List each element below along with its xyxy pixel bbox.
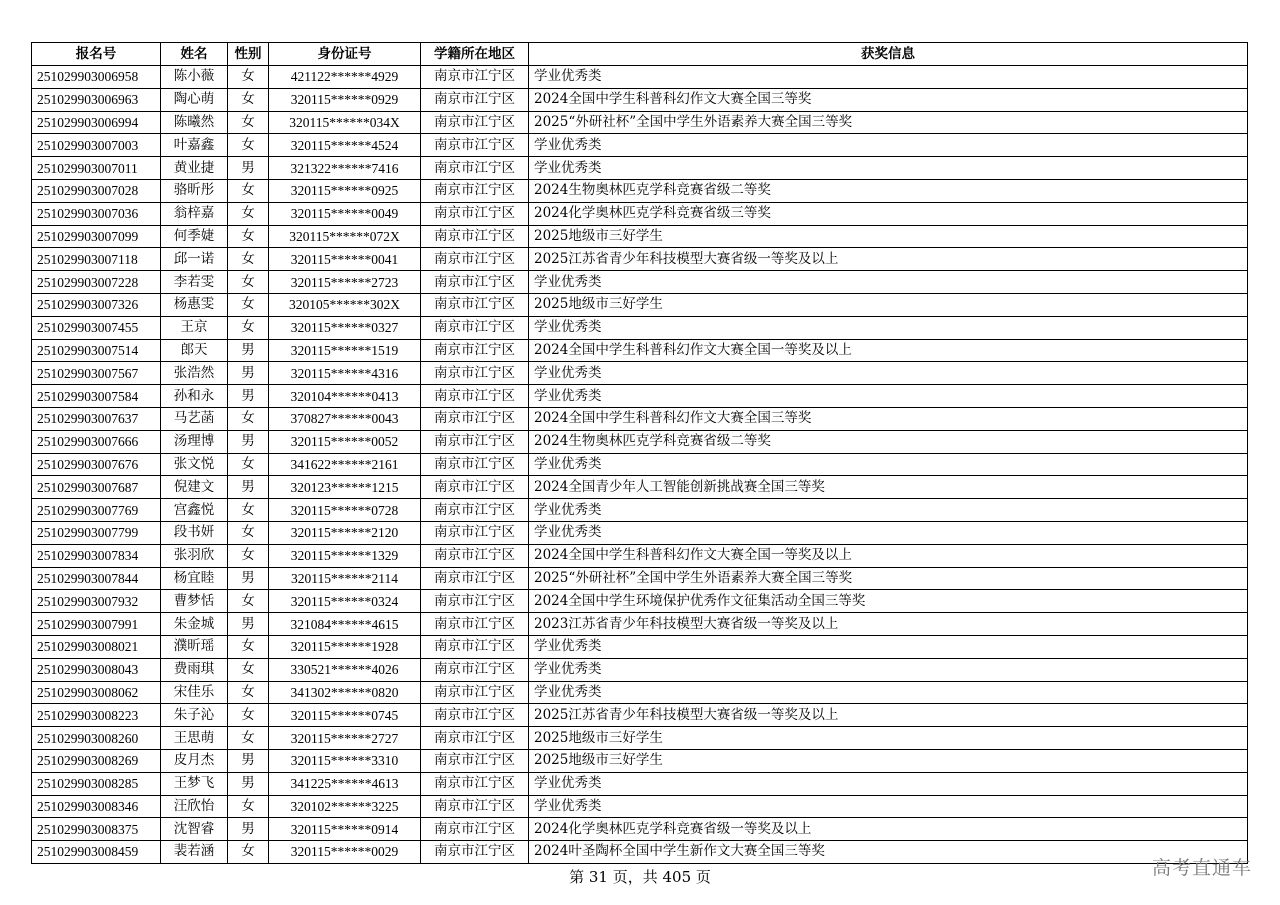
school-region-cell: 南京市江宁区 [421,271,529,294]
gender-cell: 女 [228,635,269,658]
gender-cell: 女 [228,795,269,818]
school-region-cell: 南京市江宁区 [421,248,529,271]
school-region-cell: 南京市江宁区 [421,385,529,408]
table-row [32,818,1248,841]
table-row [32,499,1248,522]
registration-number-cell: 251029903007687 [32,476,161,499]
registration-number-cell: 251029903007514 [32,339,161,362]
id-number-cell: 320115******0049 [269,202,421,225]
award-info-cell: 2025“外研社杯”全国中学生外语素养大赛全国三等奖 [529,111,1248,134]
registration-number-cell: 251029903008459 [32,841,161,864]
table-row [32,544,1248,567]
name-cell: 段书妍 [161,521,228,544]
gender-cell: 女 [228,590,269,613]
award-info-cell: 2025地级市三好学生 [529,727,1248,750]
gender-cell: 男 [228,749,269,772]
id-number-cell: 320115******034X [269,111,421,134]
school-region-cell: 南京市江宁区 [421,499,529,522]
registration-number-cell: 251029903007834 [32,544,161,567]
id-number-cell: 320115******0925 [269,179,421,202]
name-cell: 骆昕彤 [161,179,228,202]
gender-cell: 男 [228,567,269,590]
id-number-cell: 320115******1928 [269,635,421,658]
award-info-cell: 学业优秀类 [529,521,1248,544]
registration-number-cell: 251029903007036 [32,202,161,225]
watermark-logo-text: 高考直通车 [1151,857,1252,879]
gender-cell: 女 [228,225,269,248]
school-region-cell: 南京市江宁区 [421,225,529,248]
gender-cell: 男 [228,772,269,795]
id-number-cell: 320115******0728 [269,499,421,522]
name-cell: 朱金城 [161,613,228,636]
table-row [32,293,1248,316]
award-info-cell: 2024全国中学生科普科幻作文大赛全国三等奖 [529,407,1248,430]
registration-number-cell: 251029903007844 [32,567,161,590]
registration-number-cell: 251029903007991 [32,613,161,636]
id-number-cell: 320115******2723 [269,271,421,294]
gender-cell: 男 [228,430,269,453]
registration-number-cell: 251029903007567 [32,362,161,385]
table-row [32,635,1248,658]
school-region-cell: 南京市江宁区 [421,704,529,727]
table-header-row [32,43,1248,66]
school-region-cell: 南京市江宁区 [421,88,529,111]
registration-number-cell: 251029903008260 [32,727,161,750]
school-region-cell: 南京市江宁区 [421,567,529,590]
school-region-cell: 南京市江宁区 [421,453,529,476]
id-number-cell: 320115******0914 [269,818,421,841]
registration-number-cell: 251029903008346 [32,795,161,818]
award-info-cell: 学业优秀类 [529,635,1248,658]
gender-cell: 女 [228,681,269,704]
school-region-cell: 南京市江宁区 [421,362,529,385]
gender-cell: 女 [228,544,269,567]
award-info-cell: 2024叶圣陶杯全国中学生新作文大赛全国三等奖 [529,841,1248,864]
table-row [32,658,1248,681]
table-row [32,202,1248,225]
id-number-cell: 321084******4615 [269,613,421,636]
registration-number-cell: 251029903008285 [32,772,161,795]
school-region-cell: 南京市江宁区 [421,681,529,704]
award-info-cell: 2024全国中学生科普科幻作文大赛全国三等奖 [529,88,1248,111]
gender-cell: 男 [228,157,269,180]
registration-number-cell: 251029903008223 [32,704,161,727]
name-cell: 陈曦然 [161,111,228,134]
name-cell: 张浩然 [161,362,228,385]
table-row [32,271,1248,294]
table-row [32,727,1248,750]
id-number-cell: 320115******072X [269,225,421,248]
award-info-cell: 学业优秀类 [529,271,1248,294]
header-gender: 性别 [228,43,269,66]
table-row [32,225,1248,248]
id-number-cell: 320115******0041 [269,248,421,271]
school-region-cell: 南京市江宁区 [421,544,529,567]
award-info-cell: 学业优秀类 [529,385,1248,408]
id-number-cell: 320115******1329 [269,544,421,567]
gender-cell: 男 [228,362,269,385]
award-info-cell: 学业优秀类 [529,499,1248,522]
school-region-cell: 南京市江宁区 [421,521,529,544]
id-number-cell: 370827******0043 [269,407,421,430]
gender-cell: 男 [228,818,269,841]
school-region-cell: 南京市江宁区 [421,430,529,453]
award-info-cell: 2024生物奥林匹克学科竞赛省级二等奖 [529,179,1248,202]
name-cell: 孙和永 [161,385,228,408]
registration-number-cell: 251029903007637 [32,407,161,430]
name-cell: 裴若涵 [161,841,228,864]
name-cell: 汤理博 [161,430,228,453]
registration-number-cell: 251029903008043 [32,658,161,681]
gender-cell: 女 [228,293,269,316]
school-region-cell: 南京市江宁区 [421,111,529,134]
id-number-cell: 320115******0052 [269,430,421,453]
gender-cell: 男 [228,613,269,636]
name-cell: 马艺菡 [161,407,228,430]
award-info-cell: 2024生物奥林匹克学科竞赛省级二等奖 [529,430,1248,453]
award-info-cell: 2025江苏省青少年科技模型大赛省级一等奖及以上 [529,248,1248,271]
id-number-cell: 320115******2120 [269,521,421,544]
table-row [32,111,1248,134]
school-region-cell: 南京市江宁区 [421,772,529,795]
table-row [32,362,1248,385]
name-cell: 朱子沁 [161,704,228,727]
award-info-cell: 学业优秀类 [529,453,1248,476]
name-cell: 翁梓嘉 [161,202,228,225]
id-number-cell: 320105******302X [269,293,421,316]
name-cell: 皮月杰 [161,749,228,772]
award-roster-table [31,42,1248,864]
award-info-cell: 2025地级市三好学生 [529,225,1248,248]
registration-number-cell: 251029903006963 [32,88,161,111]
name-cell: 汪欣怡 [161,795,228,818]
school-region-cell: 南京市江宁区 [421,134,529,157]
table-row [32,453,1248,476]
school-region-cell: 南京市江宁区 [421,66,529,89]
registration-number-cell: 251029903007932 [32,590,161,613]
school-region-cell: 南京市江宁区 [421,590,529,613]
name-cell: 陶心萌 [161,88,228,111]
gender-cell: 男 [228,339,269,362]
id-number-cell: 320115******0324 [269,590,421,613]
registration-number-cell: 251029903007118 [32,248,161,271]
id-number-cell: 320115******0745 [269,704,421,727]
award-info-cell: 2025江苏省青少年科技模型大赛省级一等奖及以上 [529,704,1248,727]
id-number-cell: 320115******0327 [269,316,421,339]
name-cell: 黄业捷 [161,157,228,180]
id-number-cell: 320115******3310 [269,749,421,772]
name-cell: 曹梦恬 [161,590,228,613]
award-info-cell: 学业优秀类 [529,157,1248,180]
award-info-cell: 2024全国中学生科普科幻作文大赛全国一等奖及以上 [529,339,1248,362]
table-row [32,590,1248,613]
school-region-cell: 南京市江宁区 [421,727,529,750]
gender-cell: 女 [228,658,269,681]
table-row [32,521,1248,544]
registration-number-cell: 251029903008021 [32,635,161,658]
award-info-cell: 学业优秀类 [529,658,1248,681]
registration-number-cell: 251029903007676 [32,453,161,476]
header-school-region: 学籍所在地区 [421,43,529,66]
header-award-info: 获奖信息 [529,43,1248,66]
registration-number-cell: 251029903008375 [32,818,161,841]
gender-cell: 女 [228,88,269,111]
registration-number-cell: 251029903007099 [32,225,161,248]
school-region-cell: 南京市江宁区 [421,202,529,225]
award-info-cell: 学业优秀类 [529,66,1248,89]
school-region-cell: 南京市江宁区 [421,749,529,772]
id-number-cell: 320115******2727 [269,727,421,750]
registration-number-cell: 251029903006994 [32,111,161,134]
registration-number-cell: 251029903007584 [32,385,161,408]
table-body [32,66,1248,864]
registration-number-cell: 251029903007011 [32,157,161,180]
table-row [32,248,1248,271]
registration-number-cell: 251029903007666 [32,430,161,453]
name-cell: 张文悦 [161,453,228,476]
gender-cell: 女 [228,66,269,89]
registration-number-cell: 251029903007228 [32,271,161,294]
registration-number-cell: 251029903007028 [32,179,161,202]
gender-cell: 男 [228,476,269,499]
name-cell: 濮昕瑶 [161,635,228,658]
name-cell: 陈小薇 [161,66,228,89]
name-cell: 杨惠雯 [161,293,228,316]
registration-number-cell: 251029903007003 [32,134,161,157]
name-cell: 宫鑫悦 [161,499,228,522]
page-number: 第 31 页，共 405 页 [569,868,711,886]
table-row [32,841,1248,864]
gender-cell: 女 [228,407,269,430]
award-info-cell: 2025地级市三好学生 [529,749,1248,772]
school-region-cell: 南京市江宁区 [421,841,529,864]
registration-number-cell: 251029903008062 [32,681,161,704]
table-row [32,476,1248,499]
name-cell: 王梦飞 [161,772,228,795]
gender-cell: 女 [228,179,269,202]
name-cell: 王思萌 [161,727,228,750]
name-cell: 倪建文 [161,476,228,499]
gender-cell: 女 [228,521,269,544]
award-info-cell: 学业优秀类 [529,134,1248,157]
table-row [32,407,1248,430]
award-info-cell: 学业优秀类 [529,362,1248,385]
id-number-cell: 341225******4613 [269,772,421,795]
id-number-cell: 320115******2114 [269,567,421,590]
id-number-cell: 341302******0820 [269,681,421,704]
name-cell: 何季婕 [161,225,228,248]
name-cell: 杨宜睦 [161,567,228,590]
registration-number-cell: 251029903008269 [32,749,161,772]
id-number-cell: 320115******4316 [269,362,421,385]
school-region-cell: 南京市江宁区 [421,339,529,362]
registration-number-cell: 251029903006958 [32,66,161,89]
gender-cell: 女 [228,704,269,727]
award-info-cell: 2025地级市三好学生 [529,293,1248,316]
table-row [32,749,1248,772]
id-number-cell: 320115******0929 [269,88,421,111]
registration-number-cell: 251029903007799 [32,521,161,544]
school-region-cell: 南京市江宁区 [421,316,529,339]
registration-number-cell: 251029903007455 [32,316,161,339]
id-number-cell: 330521******4026 [269,658,421,681]
header-id-number: 身份证号 [269,43,421,66]
school-region-cell: 南京市江宁区 [421,407,529,430]
award-info-cell: 2024化学奥林匹克学科竞赛省级三等奖 [529,202,1248,225]
gender-cell: 女 [228,248,269,271]
award-info-cell: 2023江苏省青少年科技模型大赛省级一等奖及以上 [529,613,1248,636]
school-region-cell: 南京市江宁区 [421,658,529,681]
school-region-cell: 南京市江宁区 [421,476,529,499]
table-row [32,385,1248,408]
name-cell: 李若雯 [161,271,228,294]
registration-number-cell: 251029903007326 [32,293,161,316]
table-row [32,316,1248,339]
award-info-cell: 2024全国中学生环境保护优秀作文征集活动全国三等奖 [529,590,1248,613]
name-cell: 郎天 [161,339,228,362]
award-info-cell: 2025“外研社杯”全国中学生外语素养大赛全国三等奖 [529,567,1248,590]
header-registration-number: 报名号 [32,43,161,66]
name-cell: 宋佳乐 [161,681,228,704]
name-cell: 王京 [161,316,228,339]
award-info-cell: 2024化学奥林匹克学科竞赛省级一等奖及以上 [529,818,1248,841]
id-number-cell: 321322******7416 [269,157,421,180]
award-info-cell: 2024全国青少年人工智能创新挑战赛全国三等奖 [529,476,1248,499]
name-cell: 沈智睿 [161,818,228,841]
table-row [32,134,1248,157]
award-info-cell: 学业优秀类 [529,795,1248,818]
name-cell: 邱一诺 [161,248,228,271]
gender-cell: 女 [228,453,269,476]
school-region-cell: 南京市江宁区 [421,157,529,180]
id-number-cell: 341622******2161 [269,453,421,476]
award-info-cell: 学业优秀类 [529,681,1248,704]
table-row [32,430,1248,453]
table-row [32,88,1248,111]
table-row [32,179,1248,202]
id-number-cell: 320115******0029 [269,841,421,864]
school-region-cell: 南京市江宁区 [421,818,529,841]
table-row [32,704,1248,727]
gender-cell: 女 [228,841,269,864]
gender-cell: 女 [228,134,269,157]
table-row [32,157,1248,180]
name-cell: 费雨琪 [161,658,228,681]
gender-cell: 女 [228,499,269,522]
table-row [32,681,1248,704]
table-row [32,339,1248,362]
id-number-cell: 320115******1519 [269,339,421,362]
gender-cell: 女 [228,727,269,750]
school-region-cell: 南京市江宁区 [421,613,529,636]
award-info-cell: 2024全国中学生科普科幻作文大赛全国一等奖及以上 [529,544,1248,567]
id-number-cell: 320123******1215 [269,476,421,499]
id-number-cell: 320104******0413 [269,385,421,408]
registration-number-cell: 251029903007769 [32,499,161,522]
table-row [32,66,1248,89]
school-region-cell: 南京市江宁区 [421,635,529,658]
school-region-cell: 南京市江宁区 [421,179,529,202]
id-number-cell: 421122******4929 [269,66,421,89]
table-row [32,567,1248,590]
award-info-cell: 学业优秀类 [529,316,1248,339]
name-cell: 张羽欣 [161,544,228,567]
award-info-cell: 学业优秀类 [529,772,1248,795]
gender-cell: 女 [228,111,269,134]
table-row [32,795,1248,818]
gender-cell: 女 [228,202,269,225]
school-region-cell: 南京市江宁区 [421,293,529,316]
header-name: 姓名 [161,43,228,66]
table-row [32,613,1248,636]
school-region-cell: 南京市江宁区 [421,795,529,818]
table-row [32,772,1248,795]
gender-cell: 男 [228,385,269,408]
name-cell: 叶嘉鑫 [161,134,228,157]
gender-cell: 女 [228,316,269,339]
gender-cell: 女 [228,271,269,294]
id-number-cell: 320115******4524 [269,134,421,157]
id-number-cell: 320102******3225 [269,795,421,818]
